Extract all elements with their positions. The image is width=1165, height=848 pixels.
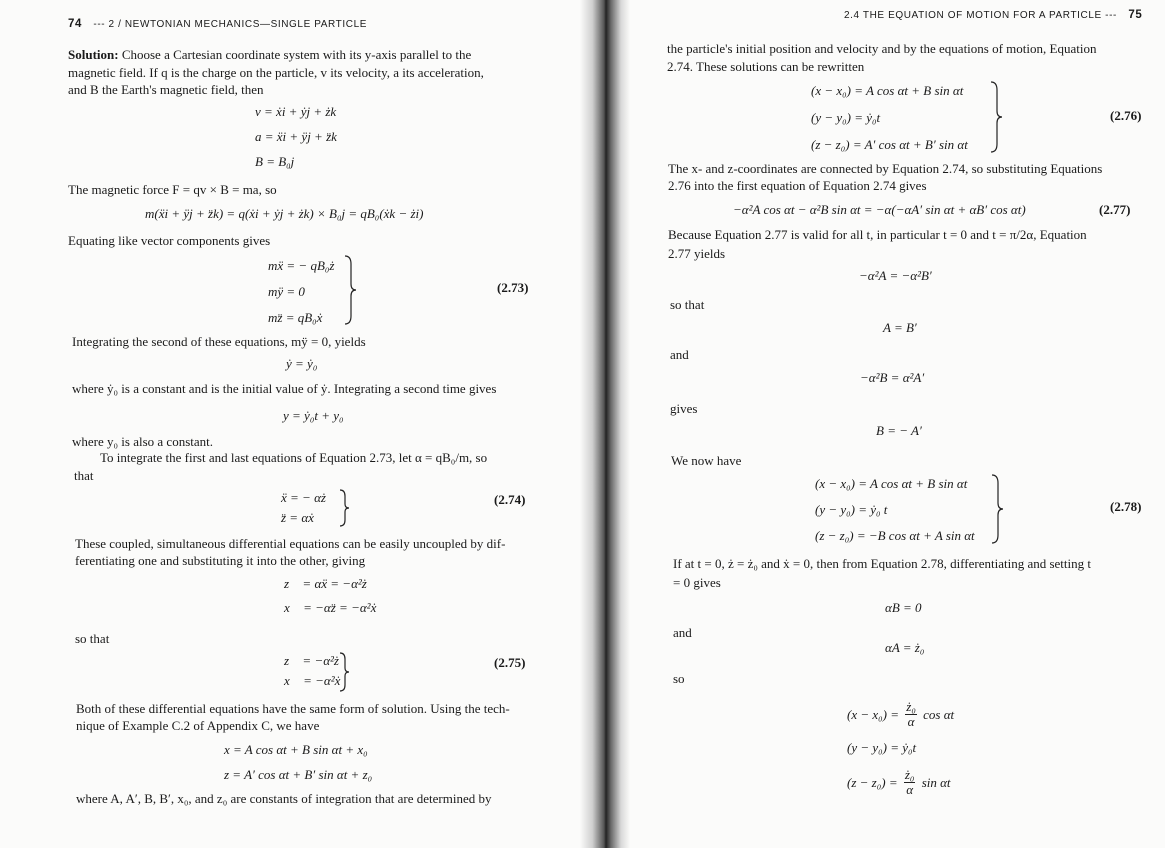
final-x-rhs: cos αt (923, 706, 955, 722)
brace-2-74 (338, 488, 352, 528)
final-y-equation: (y − y₀) = ẏ₀t (847, 740, 917, 755)
final-x-equation (847, 700, 954, 729)
final-z-rhs: sin αt (921, 774, 951, 790)
final-x-numerator: ż₀ (906, 699, 916, 714)
equation-2-78-a: (x − x₀) = A cos αt + B sin αt (815, 476, 968, 491)
intro-line-3: and B the Earth's magnetic field, then (68, 82, 264, 97)
equation-2-76-c: (z − z₀) = A′ cos αt + B′ sin αt (811, 137, 968, 152)
equation-2-75-a: z⃛ = −α²ż (284, 653, 339, 668)
equation-alpha2-B: −α²B = α²A′ (860, 370, 925, 385)
we-now-have: We now have (671, 453, 742, 468)
connected-line-1: The x- and z-coordinates are connected by Equation 2.74, so substituting Equations (668, 161, 1103, 176)
equation-x-third: x⃛ = −αz̈ = −α²ẋ (284, 600, 377, 615)
so-that-right: so that (670, 297, 705, 312)
book-gutter-shadow (580, 0, 630, 848)
both-line-2: nique of Example C.2 of Appendix C, we have (76, 718, 320, 733)
equation-field: B = B₀j (255, 154, 295, 169)
equation-number-2-75: (2.75) (494, 655, 526, 670)
final-z-lhs: (z − z₀) = (847, 774, 898, 790)
equation-2-78-c: (z − z₀) = −B cos αt + A sin αt (815, 528, 975, 543)
right-page-number: 75 (1128, 9, 1143, 21)
equation-2-73-c: mz̈ = qB₀ẋ (268, 310, 323, 325)
solution-paragraph (68, 46, 538, 64)
right-section-title: 2.4 THE EQUATION OF MOTION FOR A PARTICLE --- (844, 10, 1117, 21)
if-at-line-1: If at t = 0, ż = ż₀ and ẋ = 0, then from Equation 2.78, differentiating and setting t (673, 556, 1091, 571)
brace-2-73 (343, 254, 359, 326)
if-at-line-2: = 0 gives (673, 575, 721, 590)
to-integrate-line-1: To integrate the first and last equations of Equation 2.73, let α = qB₀/m, so (100, 450, 488, 465)
equation-2-76-b: (y − y₀) = ẏ₀t (811, 110, 881, 125)
equating-text: Equating like vector components gives (68, 233, 271, 248)
equation-B-neg-Aprime: B = − A′ (876, 423, 922, 438)
equation-ydot: ẏ = ẏ₀ (286, 356, 318, 371)
right-running-head (844, 9, 1142, 21)
equation-number-2-76: (2.76) (1110, 108, 1142, 123)
equation-number-2-74: (2.74) (494, 492, 526, 507)
continued-line-2: 2.74. These solutions can be rewritten (667, 59, 865, 74)
gives-right: gives (670, 401, 698, 416)
intro-line-2: magnetic field. If q is the charge on the particle, v its velocity, a its acceleration, (68, 65, 484, 80)
left-chapter-title: --- 2 / NEWTONIAN MECHANICS—SINGLE PARTICLE (93, 19, 368, 30)
equation-number-2-73: (2.73) (497, 280, 529, 295)
so-right: so (673, 671, 685, 686)
solution-z: z = A′ cos αt + B′ sin αt + z₀ (224, 767, 373, 782)
left-running-head (68, 18, 367, 30)
equation-velocity: v = ẋi + ẏj + żk (255, 104, 337, 119)
equation-2-74-b: z̈ = αẋ (281, 510, 314, 525)
force-text: The magnetic force F = qv × B = ma, so (68, 182, 277, 197)
equation-acceleration: a = ẍi + ÿj + z̈k (255, 129, 337, 144)
equation-2-76-a: (x − x₀) = A cos αt + B sin αt (811, 83, 964, 98)
to-integrate-line-2: that (74, 468, 94, 483)
where-ydot-text: where ẏ₀ is a constant and is the initial value of ẏ. Integrating a second time gives (72, 381, 497, 396)
so-that-left: so that (75, 631, 110, 646)
both-line-1: Both of these differential equations have the same form of solution. Using the tech- (76, 701, 510, 716)
solution-label: Solution: (68, 47, 119, 62)
where-y0-text: where y₀ is also a constant. (72, 434, 213, 449)
right-page (615, 0, 1165, 848)
equation-A-equals-Bprime: A = B′ (883, 320, 917, 335)
final-x-fraction (905, 700, 917, 729)
and-right-2: and (673, 625, 692, 640)
brace-2-76 (989, 80, 1005, 154)
final-x-lhs: (x − x₀) = (847, 706, 900, 722)
equation-2-77: −α²A cos αt − α²B sin αt = −α(−αA′ sin αt + αB′ cos αt) (733, 202, 1026, 217)
final-z-numerator: ż₀ (904, 767, 915, 782)
force-equation: m(ẍi + ÿj + z̈k) = q(ẋi + ẏj + żk) × B₀j = qB₀(ẋk − żi) (145, 206, 424, 221)
brace-2-78 (990, 473, 1006, 545)
coupled-line-2: ferentiating one and substituting it into the other, giving (75, 553, 366, 568)
where-constants-text: where A, A′, B, B′, x₀, and z₀ are constants of integration that are determined by (76, 791, 492, 806)
and-right-1: and (670, 347, 689, 362)
coupled-line-1: These coupled, simultaneous differential equations can be easily uncoupled by dif- (75, 536, 506, 551)
continued-line-1: the particle's initial position and velocity and by the equations of motion, Equation (667, 41, 1097, 56)
equation-2-73-b: mÿ = 0 (268, 284, 305, 299)
equation-alphaA-zdot0: αA = ż₀ (885, 640, 925, 655)
final-x-denominator: α (907, 714, 915, 729)
equation-alpha2-A: −α²A = −α²B′ (859, 268, 932, 283)
final-z-denominator: α (906, 782, 914, 797)
final-z-equation (847, 768, 951, 797)
because-line-2: 2.77 yields (668, 246, 726, 261)
connected-line-2: 2.76 into the first equation of Equation 2.74 gives (668, 178, 927, 193)
equation-z-third: z⃛ = αẍ = −α²ż (284, 576, 367, 591)
equation-2-75-b: x⃛ = −α²ẋ (284, 673, 341, 688)
left-page-number: 74 (68, 18, 82, 30)
brace-2-75 (338, 651, 352, 693)
because-line-1: Because Equation 2.77 is valid for all t, in particular t = 0 and t = π/2α, Equation (668, 227, 1087, 242)
intro-line-1: Choose a Cartesian coordinate system with its y-axis parallel to the (121, 47, 472, 62)
equation-number-2-77: (2.77) (1099, 202, 1131, 217)
equation-y: y = ẏ₀t + y₀ (283, 408, 344, 423)
equation-number-2-78: (2.78) (1110, 499, 1142, 514)
equation-2-74-a: ẍ = − αż (281, 490, 326, 505)
solution-x: x = A cos αt + B sin αt + x₀ (224, 742, 368, 757)
equation-2-73-a: mẍ = − qB₀ż (268, 258, 335, 273)
integrating-text: Integrating the second of these equations, mÿ = 0, yields (72, 334, 366, 349)
equation-alphaB-zero: αB = 0 (885, 600, 922, 615)
equation-2-78-b: (y − y₀) = ẏ₀ t (815, 502, 888, 517)
final-z-fraction (904, 768, 916, 797)
